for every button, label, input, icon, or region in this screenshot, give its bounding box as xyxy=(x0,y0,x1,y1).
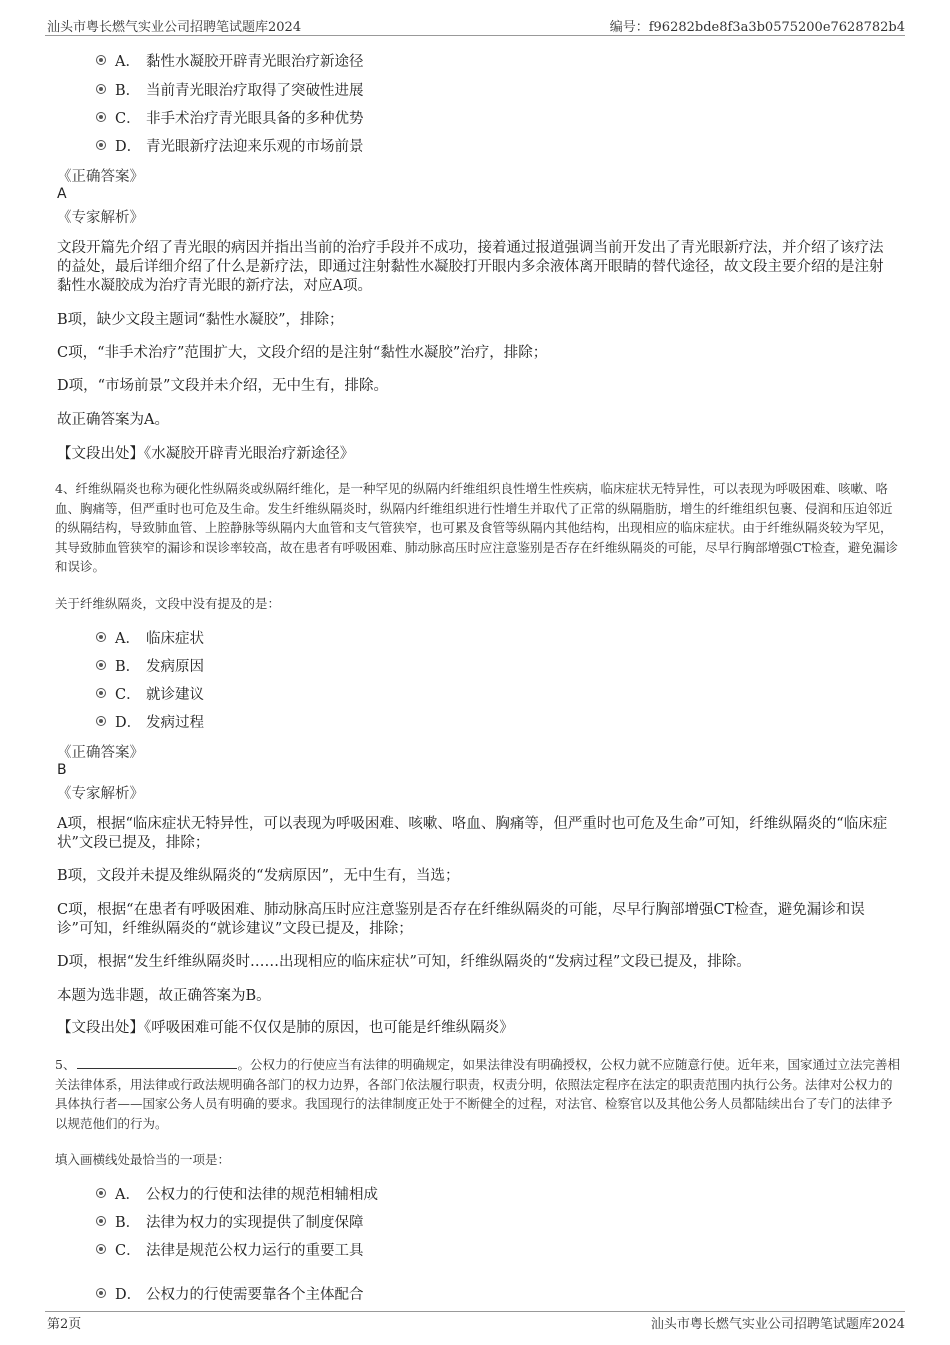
q4-stem: 4、纤维纵隔炎也称为硬化性纵隔炎或纵隔纤维化，是一种罕见的纵隔内纤维组织良性增生性疾病，临床症状无特异性，可以表现为呼吸困难、咳嗽、咯血、胸痛等，但严重时也可危及生命。发生纤维纵隔炎时，纵隔内纤维组织进行性增生并取代了正常的纵隔脂肪，增生的纤维组织包裹、侵润和压迫邻近的纵隔结构，导致肺血管、上腔静脉等纵隔内大血管和支气管狭窄，也可累及食管等纵隔内其他结构，出现相应的临床症状。由于纤维纵隔炎较为罕见，其导致肺血管狭窄的漏诊和误诊率较高，故在患者有呼吸困难、肺动脉高压时应注意鉴别是否存在纤维纵隔炎的可能，尽早行胸部增强CT检查，避免漏诊和误诊。 xyxy=(55,481,898,574)
q3-option-c[interactable]: C． 非手术治疗青光眼具备的多种优势 xyxy=(96,107,364,127)
q3-option-d[interactable]: D． 青光眼新疗法迎来乐观的市场前景 xyxy=(96,135,364,155)
q3-option-b[interactable]: B． 当前青光眼治疗取得了突破性进展 xyxy=(96,79,364,99)
answer-blank xyxy=(77,1056,237,1069)
radio-icon[interactable] xyxy=(96,1216,106,1226)
q4-analysis-label: 《专家解析》 xyxy=(57,786,144,802)
q4-option-d[interactable]: D． 发病过程 xyxy=(96,711,204,731)
q5-question: 填入画横线处最恰当的一项是： xyxy=(55,1152,231,1167)
q4-analysis-c: C项，根据“在患者有呼吸困难、肺动脉高压时应注意鉴别是否存在纤维纵隔炎的可能，尽早行胸部增强CT检查，避免漏诊和误诊”可知，纤维纵隔炎的“就诊建议”文段已提及，排除； xyxy=(57,902,865,937)
radio-icon[interactable] xyxy=(96,660,106,670)
radio-icon[interactable] xyxy=(96,55,106,65)
q4-answer: B xyxy=(57,762,67,778)
q4-analysis-b: B项，文段并未提及维纵隔炎的“发病原因”，无中生有，当选； xyxy=(57,868,460,884)
q3-analysis-b: B项，缺少文段主题词“黏性水凝胶”，排除； xyxy=(57,312,344,328)
q5-option-b[interactable]: B． 法律为权力的实现提供了制度保障 xyxy=(96,1211,364,1231)
q3-analysis-label: 《专家解析》 xyxy=(57,210,144,226)
footer-divider xyxy=(45,1311,905,1312)
q4-option-b[interactable]: B． 发病原因 xyxy=(96,655,204,675)
header-title: 汕头市粤长燃气实业公司招聘笔试题库2024 xyxy=(47,20,302,35)
radio-icon[interactable] xyxy=(96,84,106,94)
q4-answer-label: 《正确答案》 xyxy=(57,745,144,761)
q4-option-a[interactable]: A． 临床症状 xyxy=(96,627,204,647)
q3-answer: A xyxy=(57,186,67,202)
header-divider xyxy=(45,35,905,36)
radio-icon[interactable] xyxy=(96,140,106,150)
radio-icon[interactable] xyxy=(96,1244,106,1254)
q5-option-a[interactable]: A． 公权力的行使和法律的规范相辅相成 xyxy=(96,1183,378,1203)
radio-icon[interactable] xyxy=(96,716,106,726)
q4-analysis-d: D项，根据“发生纤维纵隔炎时……出现相应的临床症状”可知，纤维纵隔炎的“发病过程”文段已提及，排除。 xyxy=(57,954,751,970)
q3-answer-label: 《正确答案》 xyxy=(57,169,144,185)
radio-icon[interactable] xyxy=(96,1188,106,1198)
q4-question: 关于纤维纵隔炎，文段中没有提及的是： xyxy=(55,596,281,611)
footer-title: 汕头市粤长燃气实业公司招聘笔试题库2024 xyxy=(650,1317,905,1332)
q4-conclusion: 本题为选非题，故正确答案为B。 xyxy=(57,988,271,1004)
q4-option-c[interactable]: C． 就诊建议 xyxy=(96,683,204,703)
q3-conclusion: 故正确答案为A。 xyxy=(57,412,169,428)
q5-stem: 5、 。公权力的行使应当有法律的明确规定，如果法律没有明确授权，公权力就不应随意行使。近年来，国家通过立法完善相关法律体系，用法律或行政法规明确各部门的权力边界，各部门依法履行职责，权责分明，依照法定程序在法定的职责范围内执行公务。法律对公权力的具体执行者——国家公务人员有明确的要求。我国现行的法律制度正处于不断健全的过程，对法官、检察官以及其他公务人员都陆续出台了专门的法律予以规范他们的行为。 xyxy=(55,1057,900,1131)
q5-option-c[interactable]: C． 法律是规范公权力运行的重要工具 xyxy=(96,1239,364,1259)
radio-icon[interactable] xyxy=(96,112,106,122)
q5-option-d[interactable]: D． 公权力的行使需要靠各个主体配合 xyxy=(96,1283,364,1303)
q3-source: 【文段出处】《水凝胶开辟青光眼治疗新途径》 xyxy=(57,446,355,462)
q3-analysis-para: 文段开篇先介绍了青光眼的病因并指出当前的治疗手段并不成功，接着通过报道强调当前开发出了青光眼新疗法，并介绍了该疗法的益处，最后详细介绍了什么是新疗法，即通过注射黏性水凝胶打开眼内多余液体离开眼睛的替代途径，故文段主要介绍的是注射黏性水凝胶成为治疗青光眼的新疗法，对应A项。 xyxy=(57,240,884,294)
q3-analysis-c: C项，“非手术治疗”范围扩大，文段介绍的是注射“黏性水凝胶”治疗，排除； xyxy=(57,345,548,361)
page-number: 第2页 xyxy=(47,1317,82,1332)
q3-analysis-d: D项，“市场前景”文段并未介绍，无中生有，排除。 xyxy=(57,378,388,394)
header-doc-id: 编号：f96282bde8f3a3b0575200e7628782b4 xyxy=(609,20,905,35)
radio-icon[interactable] xyxy=(96,1288,106,1298)
q4-analysis-a: A项，根据“临床症状无特异性，可以表现为呼吸困难、咳嗽、咯血、胸痛等，但严重时也可危及生命”可知，纤维纵隔炎的“临床症状”文段已提及，排除； xyxy=(57,816,888,851)
q3-option-a[interactable]: A． 黏性水凝胶开辟青光眼治疗新途径 xyxy=(96,50,364,70)
radio-icon[interactable] xyxy=(96,688,106,698)
radio-icon[interactable] xyxy=(96,632,106,642)
q4-source: 【文段出处】《呼吸困难可能不仅仅是肺的原因，也可能是纤维纵隔炎》 xyxy=(57,1020,514,1036)
